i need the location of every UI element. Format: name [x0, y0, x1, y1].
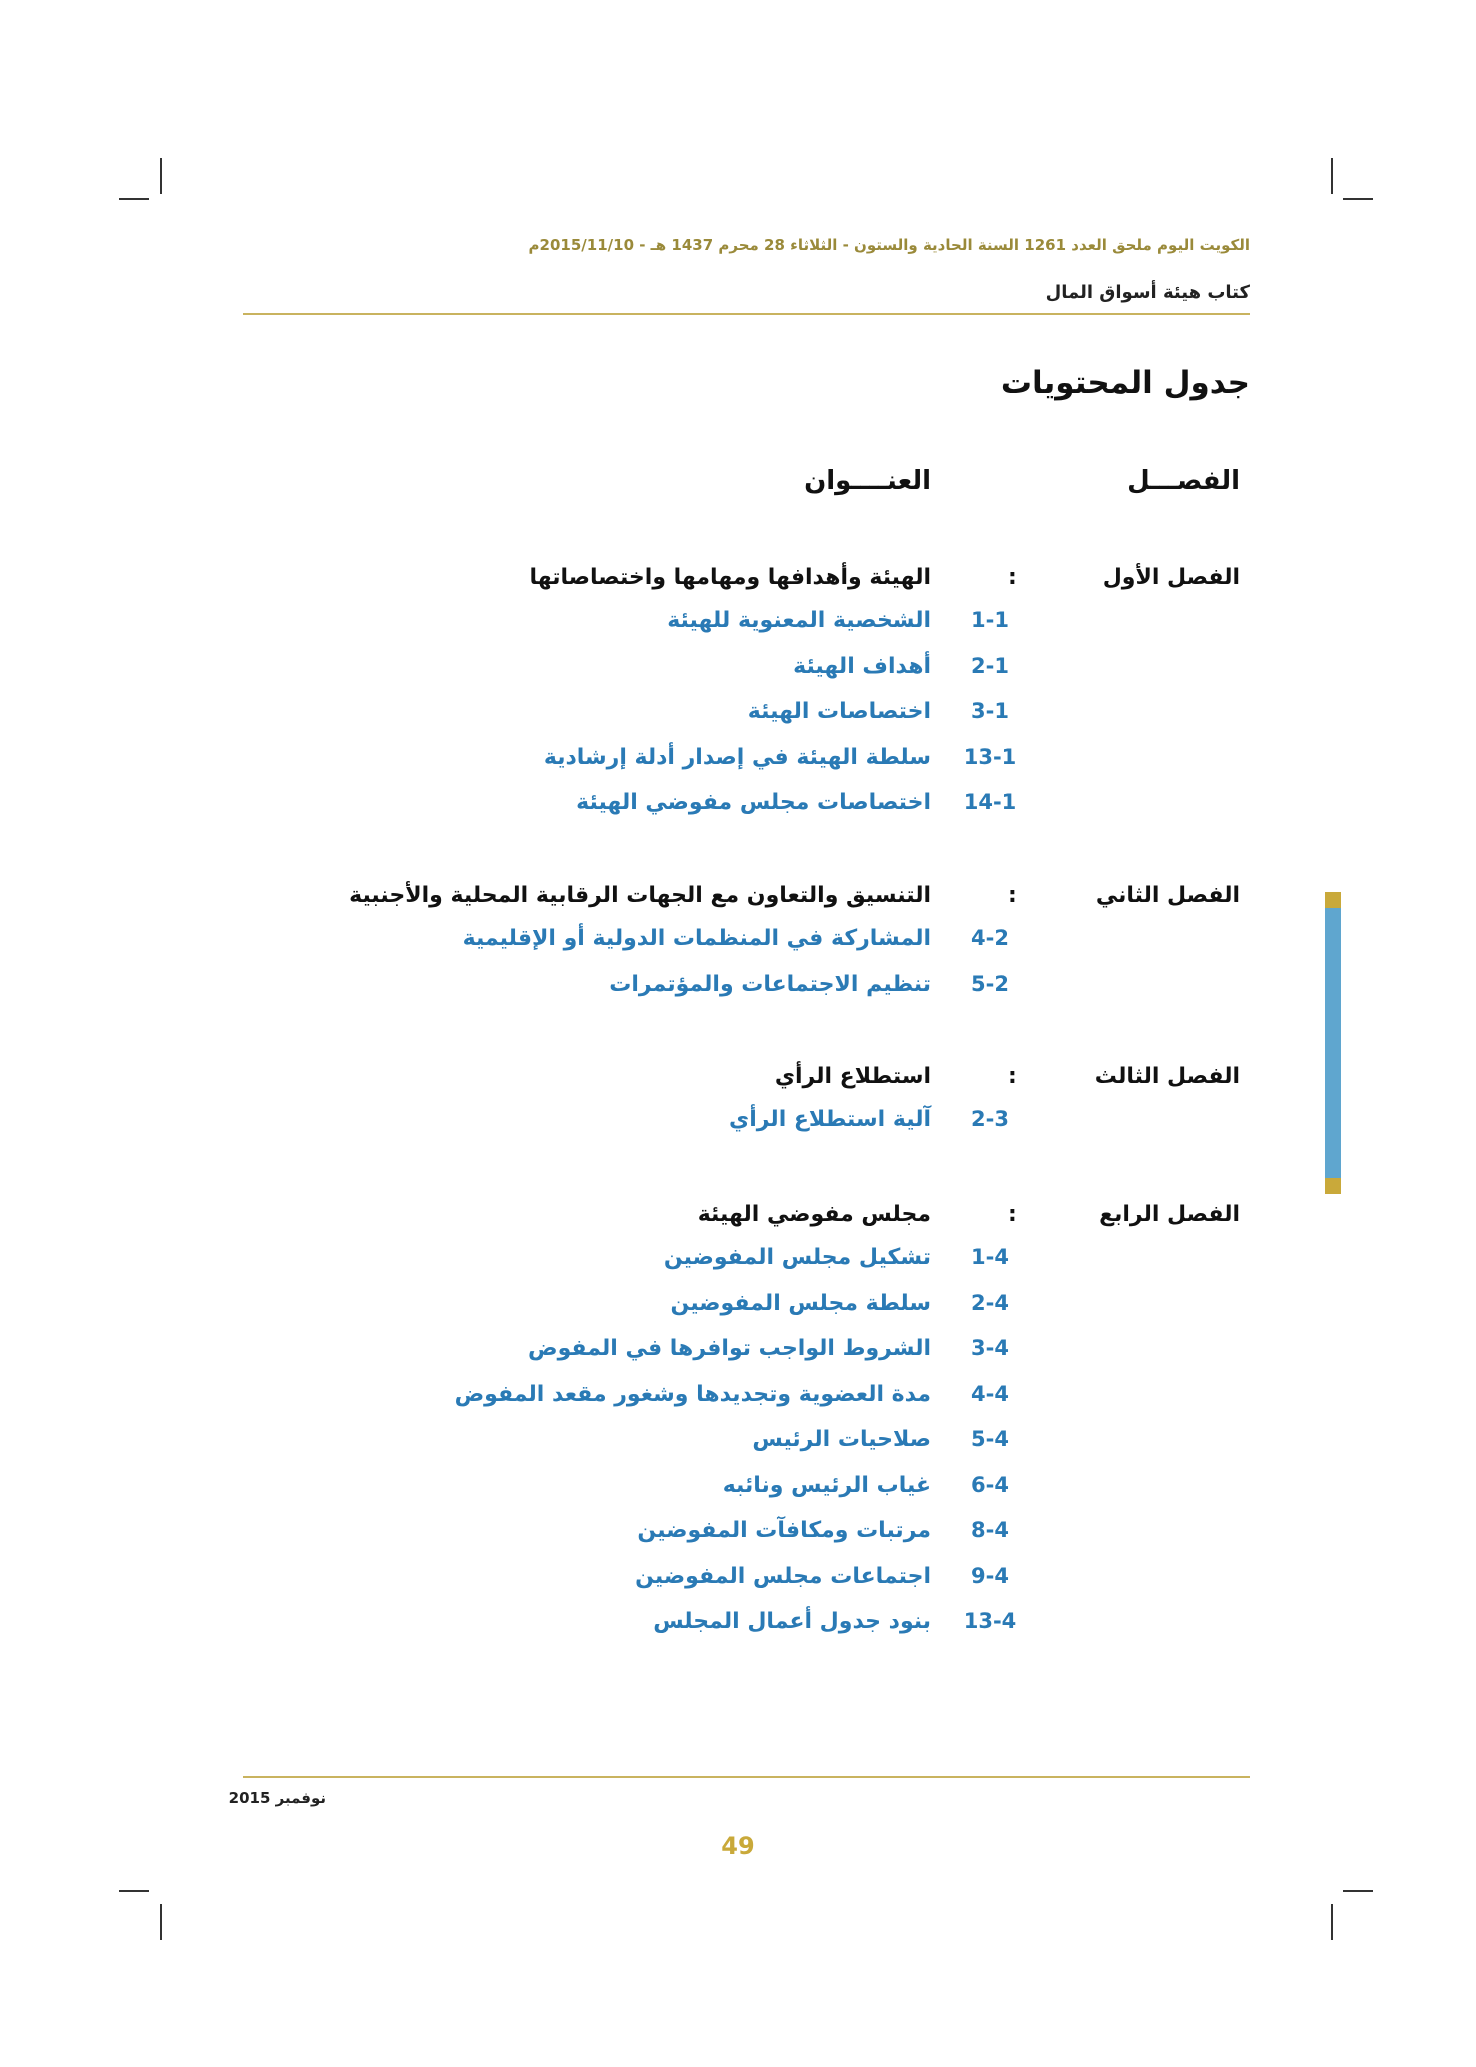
section-number: 9-4 — [971, 1563, 1009, 1588]
page-title: جدول المحتويات — [1000, 365, 1250, 401]
toc-entry[interactable] — [0, 699, 1476, 739]
chapter-name: الفصل الثالث — [1094, 1064, 1240, 1089]
chapter-colon: : — [1008, 1202, 1017, 1227]
section-number: 1-1 — [971, 608, 1009, 632]
toc-entry[interactable] — [0, 745, 1476, 785]
chapter-colon: : — [1008, 1064, 1017, 1089]
crop-mark — [119, 198, 149, 200]
chapter-title: استطلاع الرأي — [774, 1064, 931, 1089]
section-title-link[interactable]: اختصاصات مجلس مفوضي الهيئة — [576, 790, 931, 815]
crop-mark — [1343, 198, 1373, 200]
chapter-title: التنسيق والتعاون مع الجهات الرقابية المحلية والأجنبية — [349, 883, 931, 908]
toc-entry[interactable] — [0, 1518, 1476, 1558]
section-number: 2-4 — [971, 1290, 1009, 1315]
section-title-link[interactable]: سلطة مجلس المفوضين — [670, 1290, 931, 1316]
side-tab-strip — [1325, 892, 1341, 1194]
toc-entry[interactable] — [0, 1382, 1476, 1422]
section-title-link[interactable]: مدة العضوية وتجديدها وشغور مقعد المفوض — [454, 1381, 931, 1407]
section-number: 14-1 — [963, 790, 1017, 814]
section-number: 3-1 — [971, 699, 1009, 723]
chapter-row — [0, 565, 1476, 605]
section-title-link[interactable]: غياب الرئيس ونائبه — [722, 1472, 931, 1498]
section-number: 6-4 — [971, 1472, 1009, 1497]
section-number: 8-4 — [971, 1518, 1009, 1542]
toc-entry[interactable] — [0, 608, 1476, 648]
section-title-link[interactable]: تنظيم الاجتماعات والمؤتمرات — [609, 971, 931, 997]
section-title-link[interactable]: آلية استطلاع الرأي — [729, 1107, 931, 1132]
crop-mark — [160, 1904, 162, 1940]
section-title-link[interactable]: الشخصية المعنوية للهيئة — [667, 608, 931, 633]
section-title-link[interactable]: مرتبات ومكافآت المفوضين — [637, 1518, 931, 1543]
section-title-link[interactable]: صلاحيات الرئيس — [752, 1427, 931, 1452]
crop-mark — [1331, 158, 1333, 194]
side-tab-cap — [1325, 892, 1341, 908]
column-header-chapter: الفصـــل — [1127, 466, 1240, 496]
toc-entry[interactable] — [0, 972, 1476, 1012]
section-number: 2-1 — [971, 653, 1009, 678]
chapter-colon: : — [1008, 883, 1017, 908]
section-title-link[interactable]: الشروط الواجب توافرها في المفوض — [528, 1336, 931, 1361]
section-number: 4-4 — [971, 1381, 1009, 1406]
section-number: 13-1 — [963, 744, 1017, 769]
toc-entry[interactable] — [0, 1245, 1476, 1285]
section-number: 2-3 — [971, 1107, 1009, 1131]
toc-entry[interactable] — [0, 1291, 1476, 1331]
section-title-link[interactable]: بنود جدول أعمال المجلس — [653, 1609, 931, 1634]
chapter-row — [0, 1064, 1476, 1104]
chapter-colon: : — [1008, 565, 1017, 590]
section-number: 3-4 — [971, 1336, 1009, 1360]
header-divider — [243, 313, 1250, 315]
toc-entry[interactable] — [0, 1564, 1476, 1604]
section-title-link[interactable]: اختصاصات الهيئة — [747, 699, 931, 724]
section-title-link[interactable]: سلطة الهيئة في إصدار أدلة إرشادية — [543, 744, 931, 770]
section-title-link[interactable]: اجتماعات مجلس المفوضين — [635, 1563, 931, 1589]
crop-mark — [160, 158, 162, 194]
column-header-title: العنــــوان — [804, 466, 931, 496]
chapter-row — [0, 1202, 1476, 1242]
section-number: 4-2 — [971, 926, 1009, 950]
book-title: كتاب هيئة أسواق المال — [1045, 282, 1250, 303]
toc-entry[interactable] — [0, 1336, 1476, 1376]
crop-mark — [1331, 1904, 1333, 1940]
chapter-name: الفصل الأول — [1102, 565, 1240, 590]
issue-line: الكويت اليوم ملحق العدد 1261 السنة الحادية والستون - الثلاثاء 28 محرم 1437 هـ - 2015/11/10م — [528, 236, 1250, 254]
chapter-title: الهيئة وأهدافها ومهامها واختصاصاتها — [529, 565, 931, 590]
toc-entry[interactable] — [0, 1107, 1476, 1147]
chapter-row — [0, 883, 1476, 923]
toc-entry[interactable] — [0, 654, 1476, 694]
section-title-link[interactable]: المشاركة في المنظمات الدولية أو الإقليمية — [462, 926, 931, 951]
toc-entry[interactable] — [0, 926, 1476, 966]
toc-entry[interactable] — [0, 1473, 1476, 1513]
crop-mark — [1343, 1890, 1373, 1892]
section-number: 5-2 — [971, 971, 1009, 996]
section-title-link[interactable]: تشكيل مجلس المفوضين — [663, 1245, 931, 1270]
section-number: 1-4 — [971, 1245, 1009, 1269]
side-tab-cap — [1325, 1178, 1341, 1194]
footer-date: نوفمبر 2015 — [228, 1789, 326, 1807]
crop-mark — [119, 1890, 149, 1892]
toc-entry[interactable] — [0, 790, 1476, 830]
section-number: 5-4 — [971, 1427, 1009, 1451]
section-number: 13-4 — [963, 1609, 1017, 1633]
chapter-name: الفصل الرابع — [1099, 1202, 1240, 1227]
page-number: 49 — [721, 1832, 755, 1860]
chapter-name: الفصل الثاني — [1095, 883, 1240, 908]
chapter-title: مجلس مفوضي الهيئة — [697, 1202, 931, 1227]
toc-entry[interactable] — [0, 1609, 1476, 1649]
footer-divider — [243, 1776, 1250, 1778]
toc-entry[interactable] — [0, 1427, 1476, 1467]
section-title-link[interactable]: أهداف الهيئة — [793, 653, 931, 679]
